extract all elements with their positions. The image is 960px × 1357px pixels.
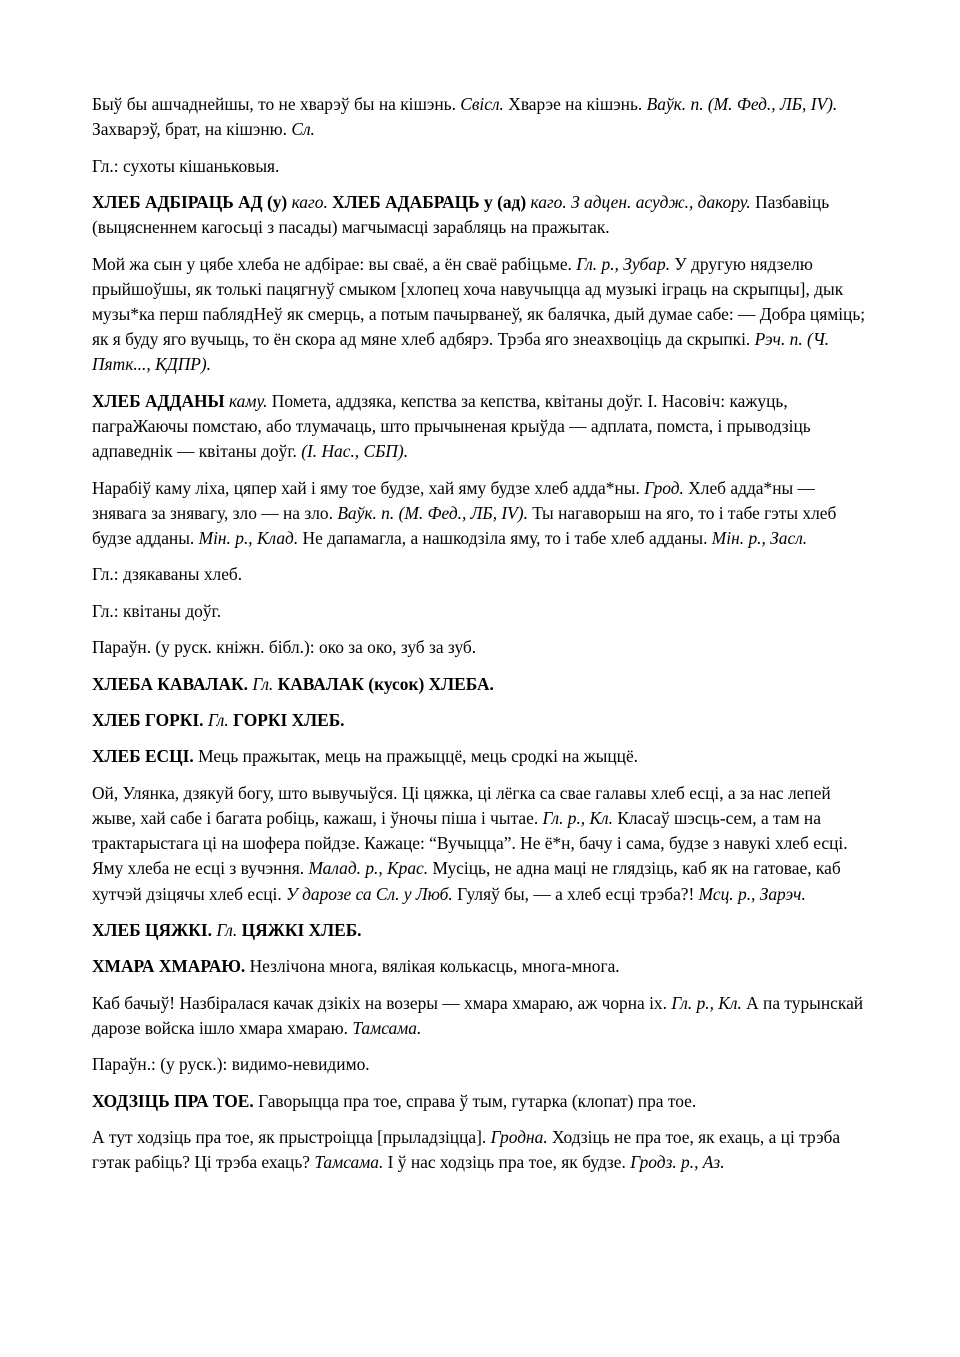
entry-headword: ЦЯЖКІ ХЛЕБ. xyxy=(237,919,362,940)
source-reference: (І. Нас., СБП). xyxy=(301,441,409,462)
entry-headword: ХЛЕБ ЕСЦІ. xyxy=(92,746,194,767)
text-run: Параўн. (у руск. кніжн. бібл.): око за око, зуб за зуб. xyxy=(92,637,477,658)
text-run: А па турынскай дарозе войска ішло хмара хмараю. xyxy=(92,992,864,1038)
source-reference: Гл. xyxy=(211,919,238,940)
source-reference: Мсц. р., Зарэч. xyxy=(698,883,806,904)
text-run: Гл.: дзякаваны хлеб. xyxy=(92,564,243,585)
entry-headword: ХОДЗІЦЬ ПРА ТОЕ. xyxy=(92,1090,254,1111)
document-page xyxy=(92,92,868,1187)
paragraph xyxy=(92,781,868,907)
text-run: Ой, Улянка, дзякуй богу, што вывучыўся. Ці цяжка, ці лёгка са свае галавы хлеб есці, а за нас лепей жыве, хай сабе і багата робіць, кажаш, і ўночы піша і чытае. xyxy=(92,782,831,828)
paragraph xyxy=(92,252,868,378)
source-reference: Гл. xyxy=(248,673,274,694)
text-run: Гл.: сухоты кішаньковыя. xyxy=(92,155,280,176)
source-reference: Тамсама. xyxy=(314,1152,384,1173)
source-reference: Гл. р., Кл. xyxy=(542,807,613,828)
source-reference: Гл. р., Кл. xyxy=(671,992,742,1013)
text-run: Пазбавіць (выцясненнем кагосьці з пасады) магчымасці зарабляць на пражытак. xyxy=(92,191,830,238)
source-reference: Малад. р., Крас. xyxy=(308,858,429,879)
text-run: У другую нядзелю прыйшоўшы, як толькі пацягнуў смыком [хлопец хоча навучыцца ад музыкі іграць на скрыпцы], дык музы*ка перш паблядНеў як смерць, а потым пачырванеў, як балячка, дый думае сабе: — Добра цяміць; як я буду яго вучыць, то ён скора ад мяне хлеб адбярэ. Трэба яго знеахвоціць да скрыпкі. xyxy=(92,253,866,350)
paragraph xyxy=(92,954,868,979)
paragraph xyxy=(92,1052,868,1077)
text-run: І ў нас ходзіць пра тое, як будзе. xyxy=(383,1152,631,1173)
paragraph xyxy=(92,708,868,733)
source-reference: Грод. xyxy=(644,477,684,498)
text-run: Хварэе на кішэнь. xyxy=(503,94,647,114)
text-run: Мець пражытак, мець на пражыццё, мець сродкі на жыццё. xyxy=(193,746,639,767)
source-reference: каму. xyxy=(224,390,268,411)
text-run: Хлеб адда*ны — знявага за знявагу, зло — на зло. xyxy=(92,477,815,523)
text-run: Параўн.: (у руск.): видимо-невидимо. xyxy=(92,1054,370,1075)
text-run: Класаў шэсць-сем, а там на трактарыстага ці на шофера пойдзе. Кажаце: “Вучыцца”. Не ё*н, бачу і сама, будзе з навукі хлеб есці. Яму хлеба не есці з вучэння. xyxy=(92,807,848,879)
paragraph xyxy=(92,918,868,943)
paragraph xyxy=(92,1089,868,1114)
paragraph xyxy=(92,190,868,240)
paragraph xyxy=(92,599,868,624)
text-run: Незлічона многа, вялікая колькасць, многа-многа. xyxy=(245,956,620,977)
text-run: Ты нагаворыш на яго, то і табе гэты хлеб будзе адданы. xyxy=(92,502,837,548)
paragraph xyxy=(92,1125,868,1175)
entry-headword: ХЛЕБ АДБІРАЦЬ АД (у) xyxy=(92,191,288,212)
source-reference: Ваўк. п. (М. Фед., ЛБ, IV). xyxy=(646,94,838,114)
paragraph xyxy=(92,389,868,465)
source-reference: каго. xyxy=(287,191,328,212)
paragraph xyxy=(92,672,868,697)
paragraph xyxy=(92,635,868,660)
entry-headword: ХЛЕБА КАВАЛАК. xyxy=(92,673,248,694)
paragraph xyxy=(92,991,868,1041)
text-run: Гаворыцца пра тое, справа ў тым, гутарка (клопат) пра тое. xyxy=(253,1090,697,1111)
paragraph xyxy=(92,744,868,769)
source-reference: Мін. р., Клад. xyxy=(198,527,299,548)
entry-headword: ГОРКІ ХЛЕБ. xyxy=(228,709,345,730)
text-run: А тут ходзіць пра тое, як прыстроіцца [прыладзіцца]. xyxy=(92,1127,491,1148)
entry-headword: ХЛЕБ ЦЯЖКІ. xyxy=(92,919,212,940)
text-run: Нарабіў каму ліха, цяпер хай і яму тое будзе, хай яму будзе хлеб адда*ны. xyxy=(92,477,645,498)
source-reference: Тамсама. xyxy=(352,1017,422,1038)
entry-headword: ХЛЕБ АДАБРАЦЬ у (ад) xyxy=(327,191,527,212)
entry-headword: ХЛЕБ ГОРКІ. xyxy=(92,709,204,730)
text-run: Ходзіць не пра тое, як ехаць, а ці трэба гэтак рабіць? Ці трэба ехаць? xyxy=(92,1127,841,1173)
source-reference: Гл. р., Зубар. xyxy=(576,253,671,274)
text-run: Быў бы ашчаднейшы, то не хварэў бы на кішэнь. xyxy=(92,94,461,114)
source-reference: каго. З адцен. асудж., дакору. xyxy=(526,191,751,212)
text-run: Гуляў бы, — а хлеб есці трэба?! xyxy=(452,883,699,904)
text-run: Мусіць, не адна маці не глядзіць, каб як на гатовае, каб хутчэй дзіцячы хлеб есці. xyxy=(92,858,841,904)
source-reference: Гл. xyxy=(203,709,229,730)
entry-headword: КАВАЛАК (кусок) ХЛЕБА. xyxy=(273,673,494,694)
entry-headword: ХМАРА ХМАРАЮ. xyxy=(92,956,246,977)
source-reference: Свісл. xyxy=(460,94,504,114)
paragraph xyxy=(92,476,868,552)
paragraph xyxy=(92,562,868,587)
source-reference: Рэч. п. (Ч. Пятк..., КДПР). xyxy=(92,329,830,375)
paragraph xyxy=(92,154,868,179)
text-run: Мой жа сын у цябе хлеба не адбірае: вы сваё, а ён сваё рабіцьме. xyxy=(92,253,577,274)
text-run: Захварэў, брат, на кішэню. xyxy=(92,119,292,140)
text-run: Гл.: квітаны доўг. xyxy=(92,600,222,621)
entry-headword: ХЛЕБ АДДАНЫ xyxy=(92,390,225,411)
text-run: Не дапамагла, а нашкодзіла яму, то і табе хлеб адданы. xyxy=(298,527,712,548)
text-run: Каб бачыў! Назбіралася качак дзікіх на возеры — хмара хмараю, аж чорна іх. xyxy=(92,992,672,1013)
source-reference: У дарозе са Сл. у Люб. xyxy=(286,883,453,904)
source-reference: Мін. р., Засл. xyxy=(711,527,808,548)
paragraph xyxy=(92,92,868,142)
source-reference: Гродз. р., Аз. xyxy=(630,1152,725,1173)
source-reference: Ваўк. п. (М. Фед., ЛБ, IV). xyxy=(337,502,528,523)
text-run: Помета, аддзяка, кепства за кепства, квітаны доўг. І. Насовіч: кажуць, паграЖаючы помстаю, або тлумачаць, што прычыненая крыўда — адплата, помста, і прыводзіць адпаведнік — квітаны доўг. xyxy=(92,390,811,462)
source-reference: Гродна. xyxy=(490,1127,548,1148)
source-reference: Сл. xyxy=(291,119,315,140)
